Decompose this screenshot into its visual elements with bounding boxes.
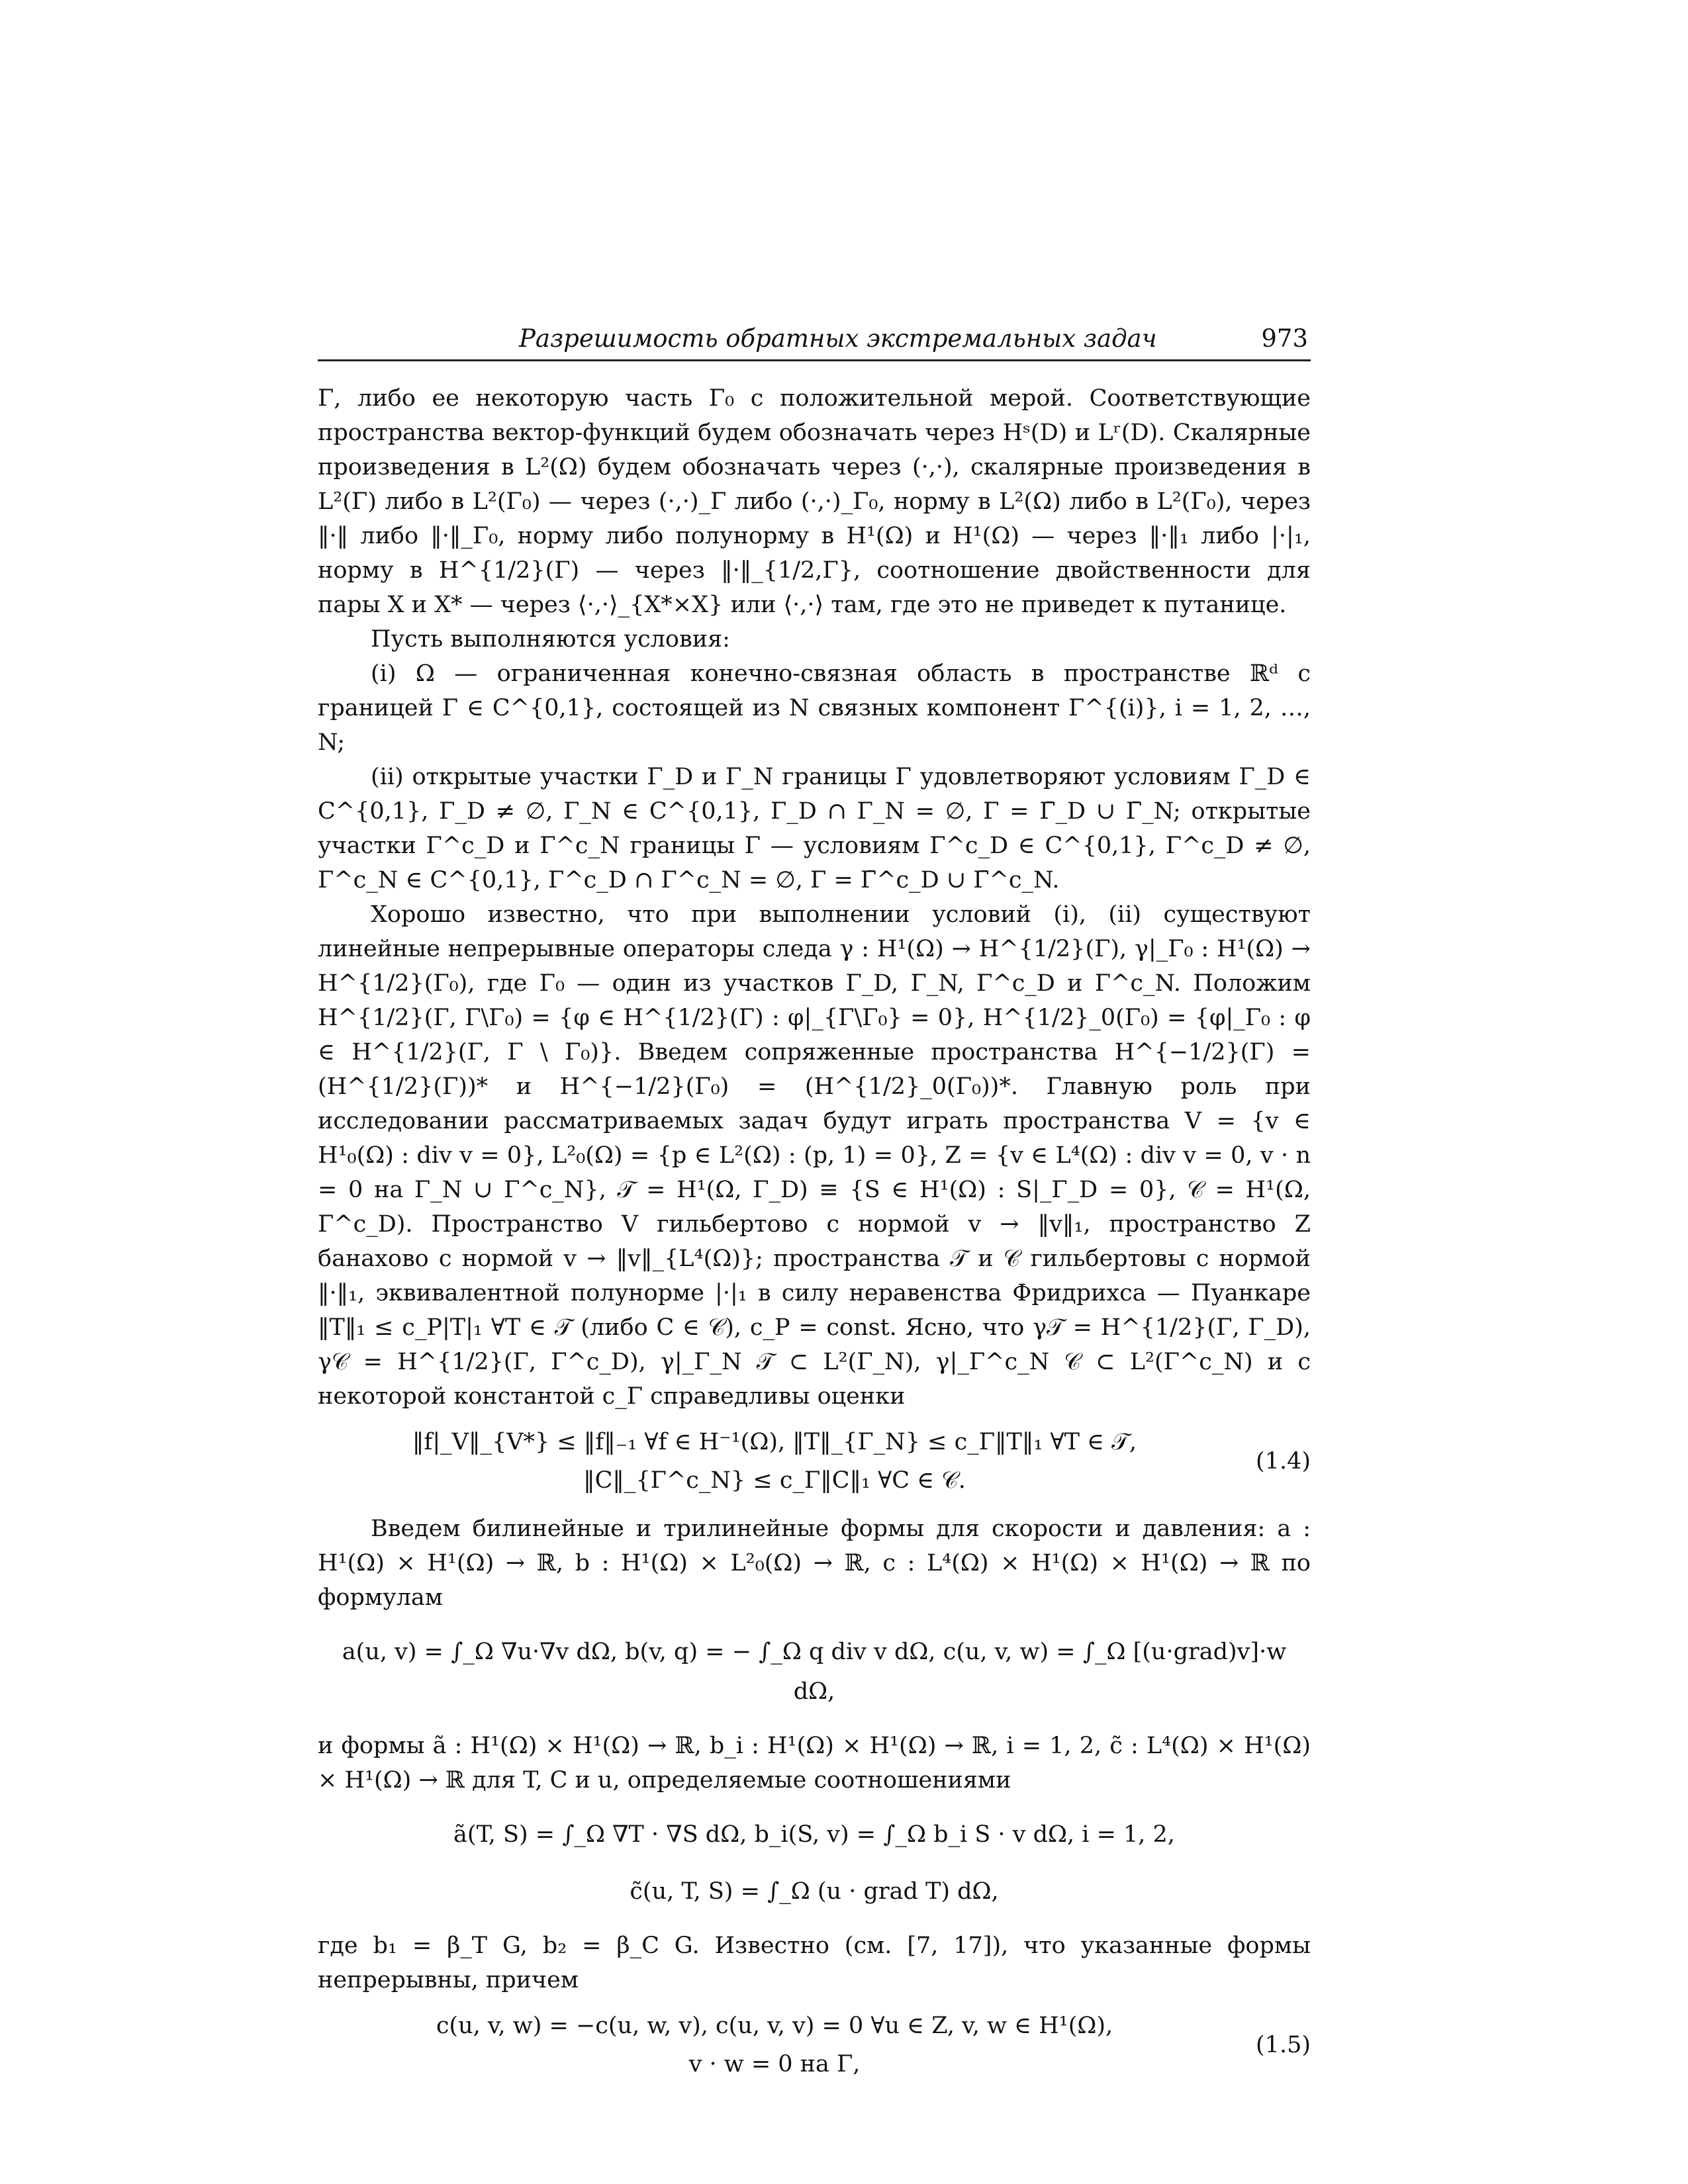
equation-1-5-number: (1.5) — [1256, 2032, 1311, 2058]
equation-1-5-lines — [318, 2007, 1231, 2083]
paragraph-3: (i) Ω — ограниченная конечно-связная область в пространстве ℝᵈ с границей Γ ∈ C^{0,1}, состоящей из N связных компонент Γ^{(i)}, i = 1, 2, …, N; — [318, 660, 1311, 756]
paragraph-2: Пусть выполняются условия: — [371, 626, 730, 653]
equation-1-5-line-2: v · w = 0 на Γ, — [688, 2051, 861, 2077]
equation-1-5 — [318, 2007, 1311, 2083]
equation-1-5-line-1: c(u, v, w) = −c(u, w, v), c(u, v, v) = 0 ∀u ∈ Z, v, w ∈ H¹(Ω), — [436, 2013, 1113, 2039]
running-header — [318, 324, 1311, 361]
equation-forms-abc: a(u, v) = ∫_Ω ∇u·∇v dΩ, b(v, q) = − ∫_Ω q div v dΩ, c(u, v, w) = ∫_Ω [(u·grad)v]·w dΩ, — [342, 1639, 1287, 1705]
page — [318, 324, 1311, 2095]
equation-1-4-line-2: ‖C‖_{Γ^c_N} ≤ c_Γ‖C‖₁ ∀C ∈ 𝒞. — [583, 1467, 966, 1494]
equation-1-4-lines — [318, 1423, 1231, 1500]
equation-1-4 — [318, 1423, 1311, 1500]
equation-1-4-line-1: ‖f|_V‖_{V*} ≤ ‖f‖₋₁ ∀f ∈ H⁻¹(Ω), ‖T‖_{Γ_N} ≤ c_Γ‖T‖₁ ∀T ∈ 𝒯, — [412, 1429, 1137, 1455]
equation-form-c-tilde: c̃(u, T, S) = ∫_Ω (u · grad T) dΩ, — [630, 1878, 999, 1905]
paragraph-6: Введем билинейные и трилинейные формы для скорости и давления: a : H¹(Ω) × H¹(Ω) → ℝ, b : H¹(Ω) × L²₀(Ω) → ℝ, c : L⁴(Ω) × H¹(Ω) × H¹(Ω) → ℝ по формулам — [318, 1516, 1311, 1611]
paragraph-8: где b₁ = β_T G, b₂ = β_C G. Известно (см. [7, 17]), что указанные формы непрерывны, причем — [318, 1933, 1311, 1993]
paragraph-4: (ii) открытые участки Γ_D и Γ_N границы Γ удовлетворяют условиям Γ_D ∈ C^{0,1}, Γ_D ≠ ∅, Γ_N ∈ C^{0,1}, Γ_D ∩ Γ_N = ∅, Γ = Γ̄_D ∪ Γ̄_N; открытые участки Γ^c_D и Γ^c_N границы Γ — условиям Γ^c_D ∈ C^{0,1}, Γ^c_D ≠ ∅, Γ^c_N ∈ C^{0,1}, Γ^c_D ∩ Γ^c_N = ∅, Γ = Γ̄^c_D ∪ Γ̄^c_N. — [318, 764, 1311, 893]
paragraph-7: и формы ã : H¹(Ω) × H¹(Ω) → ℝ, b_i : H¹(Ω) × H¹(Ω) → ℝ, i = 1, 2, c̃ : L⁴(Ω) × H¹(Ω) × H¹(Ω) → ℝ для T, C и u, определяемые соотношениями — [318, 1733, 1311, 1794]
paragraph-5: Хорошо известно, что при выполнении условий (i), (ii) существуют линейные непрерывные операторы следа γ : H¹(Ω) → H^{1/2}(Γ), γ|_Γ₀ : H¹(Ω) → H^{1/2}(Γ₀), где Γ₀ — один из участков Γ_D, Γ_N, Γ^c_D и Γ^c_N. Положим H^{1/2}(Γ, Γ\Γ₀) = {φ ∈ H^{1/2}(Γ) : φ|_{Γ\Γ₀} = 0}, H^{1/2}_0(Γ₀) = {φ|_Γ₀ : φ ∈ H^{1/2}(Γ, Γ \ Γ₀)}. Введем сопряженные пространства H^{−1/2}(Γ) = (H^{1/2}(Γ))* и H^{−1/2}(Γ₀) = (H^{1/2}_0(Γ₀))*. Главную роль при исследовании рассматриваемых задач будут играть пространства V = {v ∈ H¹₀(Ω) : div v = 0}, L²₀(Ω) = {p ∈ L²(Ω) : (p, 1) = 0}, Z = {v ∈ L⁴(Ω) : div v = 0, v · n = 0 на Γ_N ∪ Γ^c_N}, 𝒯 = H¹(Ω, Γ_D) ≡ {S ∈ H¹(Ω) : S|_Γ_D = 0}, 𝒞 = H¹(Ω, Γ^c_D). Пространство V гильбертово с нормой v → ‖v‖₁, пространство Z банахово с нормой v → ‖v‖_{L⁴(Ω)}; пространства 𝒯 и 𝒞 гильбертовы с нормой ‖·‖₁, эквивалентной полунорме |·|₁ в силу неравенства Фридрихса — Пуанкаре ‖T‖₁ ≤ c_P|T|₁ ∀T ∈ 𝒯 (либо C ∈ 𝒞), c_P = const. Ясно, что γ𝒯 = H^{1/2}(Γ, Γ_D), γ𝒞 = H^{1/2}(Γ, Γ^c_D), γ|_Γ_N 𝒯 ⊂ L²(Γ_N), γ|_Γ^c_N 𝒞 ⊂ L²(Γ^c_N) и с некоторой константой c_Γ справедливы оценки — [318, 901, 1311, 1410]
running-title: Разрешимость обратных экстремальных задач — [519, 324, 1157, 353]
paragraph-1: Γ, либо ее некоторую часть Γ₀ с положительной мерой. Соответствующие пространства вектор-функций будем обозначать через Hˢ(D) и Lʳ(D). Скалярные произведения в L²(Ω) будем обозначать через (·,·), скалярные произведения в L²(Γ) либо в L²(Γ₀) — через (·,·)_Γ либо (·,·)_Γ₀, норму в L²(Ω) либо в L²(Γ₀), через ‖·‖ либо ‖·‖_Γ₀, норму либо полунорму в H¹(Ω) и H¹(Ω) — через ‖·‖₁ либо |·|₁, норму в H^{1/2}(Γ) — через ‖·‖_{1/2,Γ}, соотношение двойственности для пары X и X* — через ⟨·,·⟩_{X*×X} или ⟨·,·⟩ там, где это не приведет к путанице. — [318, 385, 1311, 618]
equation-forms-ab-tilde: ã(T, S) = ∫_Ω ∇T · ∇S dΩ, b_i(S, v) = ∫_Ω b_i S · v dΩ, i = 1, 2, — [453, 1821, 1175, 1848]
page-number: 973 — [1261, 324, 1308, 353]
equation-1-4-number: (1.4) — [1256, 1448, 1311, 1475]
